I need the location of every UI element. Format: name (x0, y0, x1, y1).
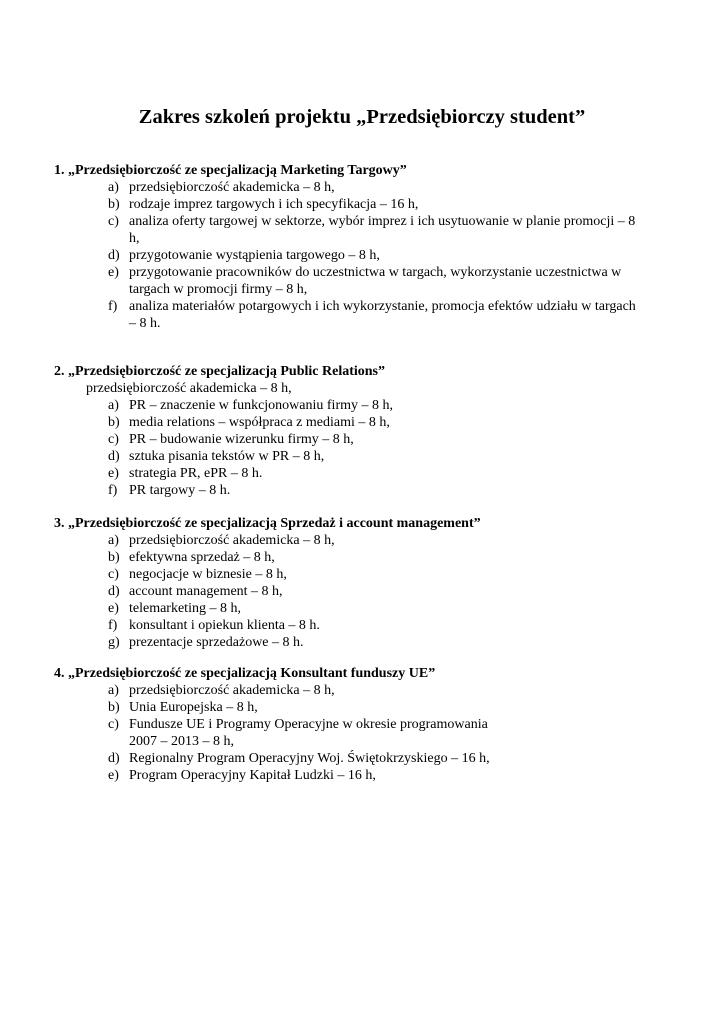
list-item (54, 264, 654, 298)
item-label: e) (108, 265, 119, 280)
section-items (54, 179, 654, 332)
section-number: 2 (54, 364, 61, 379)
item-label: e) (108, 768, 119, 783)
document-title: Zakres szkoleń projektu „Przedsiębiorczy student” (138, 106, 586, 128)
item-text: konsultant i opiekun klienta – 8 h. (129, 618, 320, 633)
item-label: g) (108, 635, 120, 650)
section-items (54, 532, 654, 651)
list-item (54, 465, 654, 482)
item-text: przedsiębiorczość akademicka – 8 h, (129, 533, 335, 548)
item-label: f) (108, 483, 118, 498)
section-items (54, 397, 654, 499)
item-text: PR targowy – 8 h. (129, 483, 231, 498)
list-item (54, 431, 654, 448)
section-title: „Przedsiębiorczość ze specjalizacją Konsultant funduszy UE” (68, 666, 436, 681)
list-item (54, 634, 654, 651)
section-items (54, 682, 654, 784)
section-intro: przedsiębiorczość akademicka – 8 h, (86, 381, 292, 396)
item-text: account management – 8 h, (129, 584, 283, 599)
item-label: a) (108, 683, 119, 698)
item-label: f) (108, 618, 118, 633)
list-item (54, 750, 654, 767)
item-text: strategia PR, ePR – 8 h. (129, 466, 263, 481)
list-item (54, 600, 654, 617)
list-item (54, 617, 654, 634)
item-text: rodzaje imprez targowych i ich specyfikacja – 16 h, (129, 197, 419, 212)
list-item (54, 549, 654, 566)
item-label: b) (108, 550, 120, 565)
list-item (54, 716, 654, 750)
item-text: PR – znaczenie w funkcjonowaniu firmy – 8 h, (129, 398, 393, 413)
list-item (54, 767, 654, 784)
item-text: przedsiębiorczość akademicka – 8 h, (129, 180, 335, 195)
item-text: przygotowanie wystąpienia targowego – 8 h, (129, 248, 380, 263)
list-item (54, 213, 654, 247)
list-item (54, 196, 654, 213)
section-title: „Przedsiębiorczość ze specjalizacją Public Relations” (68, 364, 385, 379)
section-3 (54, 515, 654, 651)
item-text: PR – budowanie wizerunku firmy – 8 h, (129, 432, 354, 447)
item-label: a) (108, 398, 119, 413)
item-label: b) (108, 700, 120, 715)
list-item (54, 482, 654, 499)
list-item (54, 583, 654, 600)
item-text: sztuka pisania tekstów w PR – 8 h, (129, 449, 325, 464)
item-text: analiza oferty targowej w sektorze, wybór imprez i ich usytuowanie w planie promocji – 8 h, (129, 214, 636, 246)
section-2 (54, 363, 654, 499)
section-heading: 3. „Przedsiębiorczość ze specjalizacją Sprzedaż i account management” (54, 516, 481, 531)
item-label: c) (108, 214, 119, 229)
list-item (54, 699, 654, 716)
item-label: b) (108, 197, 120, 212)
item-text: Unia Europejska – 8 h, (129, 700, 258, 715)
item-text: negocjacje w biznesie – 8 h, (129, 567, 287, 582)
item-text: media relations – współpraca z mediami – 8 h, (129, 415, 390, 430)
section-title: „Przedsiębiorczość ze specjalizacją Marketing Targowy” (68, 163, 407, 178)
list-item (54, 179, 654, 196)
list-item (54, 397, 654, 414)
item-label: d) (108, 751, 120, 766)
item-text: analiza materiałów potargowych i ich wykorzystanie, promocja efektów udziału w targach – 8 h. (129, 299, 636, 331)
item-text: Fundusze UE i Programy Operacyjne w okresie programowania 2007 – 2013 – 8 h, (129, 717, 488, 749)
item-label: c) (108, 432, 119, 447)
item-label: c) (108, 567, 119, 582)
item-text: przygotowanie pracowników do uczestnictwa w targach, wykorzystanie uczestnictwa w targach w promocji firmy – 8 h, (129, 265, 622, 297)
section-4 (54, 665, 654, 784)
item-label: c) (108, 717, 119, 732)
item-label: b) (108, 415, 120, 430)
list-item (54, 566, 654, 583)
section-heading: 4. „Przedsiębiorczość ze specjalizacją Konsultant funduszy UE” (54, 666, 436, 681)
section-number: 3 (54, 516, 61, 531)
item-text: Regionalny Program Operacyjny Woj. Świętokrzyskiego – 16 h, (129, 751, 490, 766)
section-heading: 1. „Przedsiębiorczość ze specjalizacją Marketing Targowy” (54, 163, 407, 178)
item-label: d) (108, 584, 120, 599)
list-item (54, 247, 654, 264)
item-label: e) (108, 601, 119, 616)
item-text: przedsiębiorczość akademicka – 8 h, (129, 683, 335, 698)
section-1 (54, 162, 654, 332)
item-text: efektywna sprzedaż – 8 h, (129, 550, 275, 565)
list-item (54, 532, 654, 549)
item-label: a) (108, 533, 119, 548)
item-text: prezentacje sprzedażowe – 8 h. (129, 635, 304, 650)
section-number: 1 (54, 163, 61, 178)
item-label: f) (108, 299, 118, 314)
list-item (54, 682, 654, 699)
item-text: telemarketing – 8 h, (129, 601, 241, 616)
item-label: d) (108, 248, 120, 263)
item-label: d) (108, 449, 120, 464)
item-label: e) (108, 466, 119, 481)
section-heading: 2. „Przedsiębiorczość ze specjalizacją Public Relations” (54, 364, 385, 379)
item-text: Program Operacyjny Kapitał Ludzki – 16 h, (129, 768, 376, 783)
section-number: 4 (54, 666, 61, 681)
list-item (54, 298, 654, 332)
list-item (54, 414, 654, 431)
list-item (54, 448, 654, 465)
section-title: „Przedsiębiorczość ze specjalizacją Sprzedaż i account management” (68, 516, 481, 531)
item-label: a) (108, 180, 119, 195)
